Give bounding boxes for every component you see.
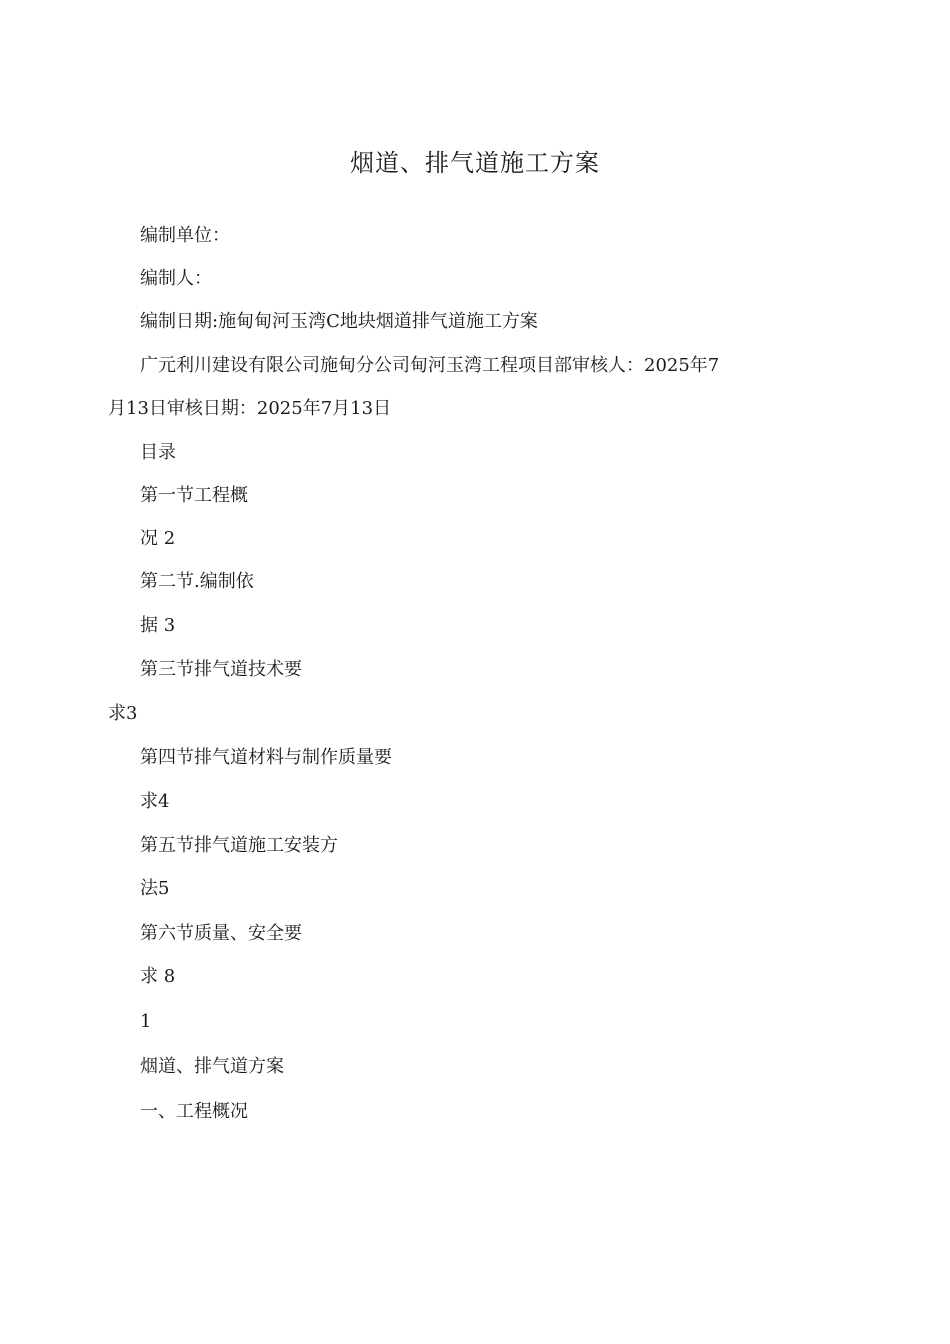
toc-line: 据 3 [140, 615, 176, 636]
toc-line: 第三节排气道技术要 [140, 659, 302, 680]
toc-line: 求 8 [140, 966, 176, 987]
compiling-unit-label: 编制单位： [140, 225, 230, 246]
document-title: 烟道、排气道施工方案 [350, 149, 600, 177]
company-reviewer-line: 广元利川建设有限公司施甸分公司甸河玉湾工程项目部审核人：2025年7 [140, 355, 720, 376]
toc-line: 况 2 [140, 528, 176, 549]
review-date-line: 月13日审核日期：2025年7月13日 [108, 398, 392, 419]
toc-line: 第五节排气道施工安装方 [140, 835, 338, 856]
toc-heading: 目录 [140, 442, 176, 463]
page-number: 1 [140, 1011, 152, 1032]
body-subtitle: 烟道、排气道方案 [140, 1056, 284, 1077]
toc-line: 求4 [140, 791, 170, 812]
toc-line: 第六节质量、安全要 [140, 923, 302, 944]
toc-line: 求3 [108, 703, 138, 724]
compiler-label: 编制人： [140, 268, 212, 289]
compile-date-line: 编制日期:施甸甸河玉湾C地块烟道排气道施工方案 [140, 311, 538, 332]
toc-line: 第一节工程概 [140, 485, 248, 506]
toc-line: 法5 [140, 878, 170, 899]
section-heading: 一、工程概况 [140, 1101, 248, 1122]
toc-line: 第四节排气道材料与制作质量要 [140, 747, 392, 768]
toc-line: 第二节.编制依 [140, 571, 254, 592]
